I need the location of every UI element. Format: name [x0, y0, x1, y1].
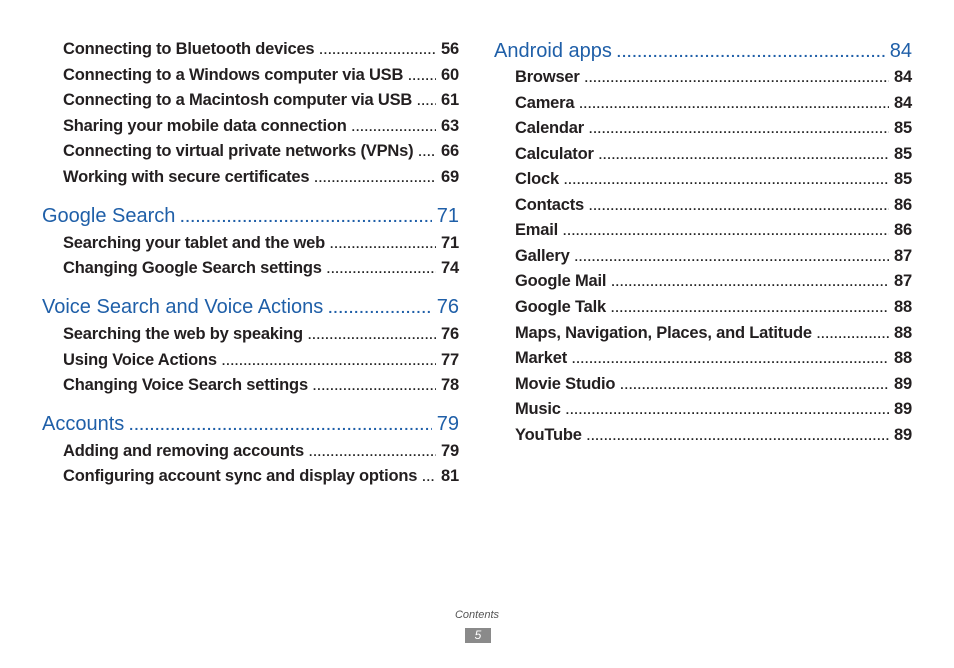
toc-section-page: 76: [436, 296, 459, 318]
toc-entry-page: 76: [441, 325, 459, 343]
toc-entry-page: 86: [894, 221, 912, 239]
toc-entry-title: Movie Studio: [515, 375, 616, 393]
toc-entry-title: Google Talk: [515, 298, 607, 316]
toc-entry-page: 85: [894, 145, 912, 163]
toc-entry[interactable]: [515, 196, 912, 215]
toc-section-title: Voice Search and Voice Actions: [42, 296, 324, 318]
dot-leader: [222, 354, 436, 368]
toc-entry[interactable]: [515, 221, 912, 240]
toc-section-android-apps[interactable]: [494, 40, 912, 63]
toc-entry[interactable]: [63, 91, 459, 110]
toc-entry-page: 78: [441, 376, 459, 394]
toc-entry[interactable]: [63, 142, 459, 161]
dot-leader: [418, 145, 436, 159]
dot-leader: [327, 262, 436, 276]
toc-entry[interactable]: [63, 351, 459, 370]
toc-entry-page: 63: [441, 117, 459, 135]
toc-entry-page: 89: [894, 375, 912, 393]
toc-entry-title: Searching your tablet and the web: [63, 234, 326, 252]
toc-entry-page: 81: [441, 467, 459, 485]
dot-leader: [422, 470, 436, 484]
toc-section-page: 71: [436, 205, 459, 227]
toc-entry[interactable]: [515, 119, 912, 138]
dot-leader: [817, 327, 889, 341]
toc-entry[interactable]: [515, 298, 912, 317]
toc-entry-page: 69: [441, 168, 459, 186]
dot-leader: [617, 44, 885, 60]
dot-leader: [587, 429, 889, 443]
dot-leader: [319, 43, 436, 57]
toc-entry-title: Music: [515, 400, 561, 418]
toc-entry-page: 86: [894, 196, 912, 214]
dot-leader: [566, 403, 889, 417]
toc-entry-title: Searching the web by speaking: [63, 325, 303, 343]
dot-leader: [585, 71, 889, 85]
toc-entry-title: Camera: [515, 94, 575, 112]
toc-entry[interactable]: [63, 234, 459, 253]
dot-leader: [129, 417, 431, 433]
toc-entry-page: 77: [441, 351, 459, 369]
toc-entry-title: YouTube: [515, 426, 582, 444]
toc-entry-title: Email: [515, 221, 559, 239]
toc-entry-title: Connecting to Bluetooth devices: [63, 40, 315, 58]
toc-entry[interactable]: [63, 66, 459, 85]
dot-leader: [313, 379, 436, 393]
toc-entry[interactable]: [515, 68, 912, 87]
toc-entry-page: 87: [894, 272, 912, 290]
toc-entry-page: 85: [894, 119, 912, 137]
toc-entry[interactable]: [515, 170, 912, 189]
toc-entry[interactable]: [63, 376, 459, 395]
dot-leader: [180, 209, 431, 225]
toc-entry-page: 79: [441, 442, 459, 460]
toc-entry[interactable]: [63, 168, 459, 187]
toc-entry-page: 56: [441, 40, 459, 58]
toc-entry-title: Google Mail: [515, 272, 607, 290]
toc-entry-title: Calendar: [515, 119, 585, 137]
toc-section-google-search[interactable]: [42, 205, 459, 228]
dot-leader: [328, 300, 431, 316]
toc-entry-page: 74: [441, 259, 459, 277]
dot-leader: [599, 148, 889, 162]
toc-section-page: 84: [889, 40, 912, 62]
dot-leader: [408, 69, 436, 83]
dot-leader: [589, 122, 889, 136]
toc-entry[interactable]: [63, 442, 459, 461]
toc-entry-page: 88: [894, 324, 912, 342]
toc-entry-title: Changing Voice Search settings: [63, 376, 308, 394]
footer-label: Contents: [454, 609, 500, 621]
toc-entry[interactable]: [515, 400, 912, 419]
dot-leader: [330, 237, 436, 251]
toc-section-page: 79: [436, 413, 459, 435]
toc-entry-title: Sharing your mobile data connection: [63, 117, 347, 135]
toc-entry-title: Browser: [515, 68, 580, 86]
toc-entry-page: 66: [441, 142, 459, 160]
toc-entry[interactable]: [63, 117, 459, 136]
toc-entry-title: Connecting to a Windows computer via USB: [63, 66, 404, 84]
toc-entry-title: Connecting to a Macintosh computer via USB: [63, 91, 413, 109]
dot-leader: [611, 301, 889, 315]
toc-entry-page: 71: [441, 234, 459, 252]
dot-leader: [575, 250, 889, 264]
toc-entry-title: Market: [515, 349, 567, 367]
dot-leader: [611, 275, 889, 289]
dot-leader: [572, 352, 889, 366]
toc-entry-title: Maps, Navigation, Places, and Latitude: [515, 324, 812, 342]
toc-entry-page: 61: [441, 91, 459, 109]
toc-section-title: Accounts: [42, 413, 125, 435]
dot-leader: [564, 173, 889, 187]
toc-entry[interactable]: [515, 247, 912, 266]
toc-entry-title: Working with secure certificates: [63, 168, 310, 186]
dot-leader: [309, 445, 436, 459]
page-number-badge: 5: [465, 628, 491, 643]
toc-entry[interactable]: [515, 426, 912, 445]
toc-section-accounts[interactable]: [42, 413, 459, 436]
toc-entry[interactable]: [515, 349, 912, 368]
toc-entry-page: 89: [894, 400, 912, 418]
toc-entry[interactable]: [63, 259, 459, 278]
toc-entry-title: Adding and removing accounts: [63, 442, 305, 460]
toc-entry-page: 87: [894, 247, 912, 265]
dot-leader: [352, 120, 436, 134]
dot-leader: [620, 378, 889, 392]
toc-entry[interactable]: [63, 467, 459, 486]
dot-leader: [314, 171, 436, 185]
toc-entry[interactable]: [63, 40, 459, 59]
toc-entry-page: 84: [894, 94, 912, 112]
dot-leader: [308, 328, 436, 342]
toc-entry-title: Gallery: [515, 247, 570, 265]
dot-leader: [563, 224, 889, 238]
toc-entry-page: 85: [894, 170, 912, 188]
dot-leader: [589, 199, 889, 213]
toc-entry-page: 88: [894, 349, 912, 367]
toc-entry-title: Clock: [515, 170, 559, 188]
toc-entry-title: Connecting to virtual private networks (VPNs): [63, 142, 414, 160]
toc-entry-page: 88: [894, 298, 912, 316]
toc-entry-page: 89: [894, 426, 912, 444]
toc-entry-title: Contacts: [515, 196, 584, 214]
toc-entry-page: 84: [894, 68, 912, 86]
toc-entry-title: Calculator: [515, 145, 594, 163]
toc-section-title: Google Search: [42, 205, 176, 227]
toc-entry[interactable]: [515, 145, 912, 164]
toc-section-voice-search[interactable]: [42, 296, 459, 319]
toc-entry-title: Using Voice Actions: [63, 351, 217, 369]
toc-section-title: Android apps: [494, 40, 612, 62]
toc-entry[interactable]: [515, 324, 912, 343]
toc-entry-page: 60: [441, 66, 459, 84]
toc-entry-title: Changing Google Search settings: [63, 259, 322, 277]
dot-leader: [579, 97, 889, 111]
toc-entry-title: Configuring account sync and display options: [63, 467, 418, 485]
toc-entry[interactable]: [515, 375, 912, 394]
dot-leader: [417, 94, 436, 108]
toc-entry[interactable]: [515, 272, 912, 291]
toc-entry[interactable]: [63, 325, 459, 344]
toc-entry[interactable]: [515, 94, 912, 113]
